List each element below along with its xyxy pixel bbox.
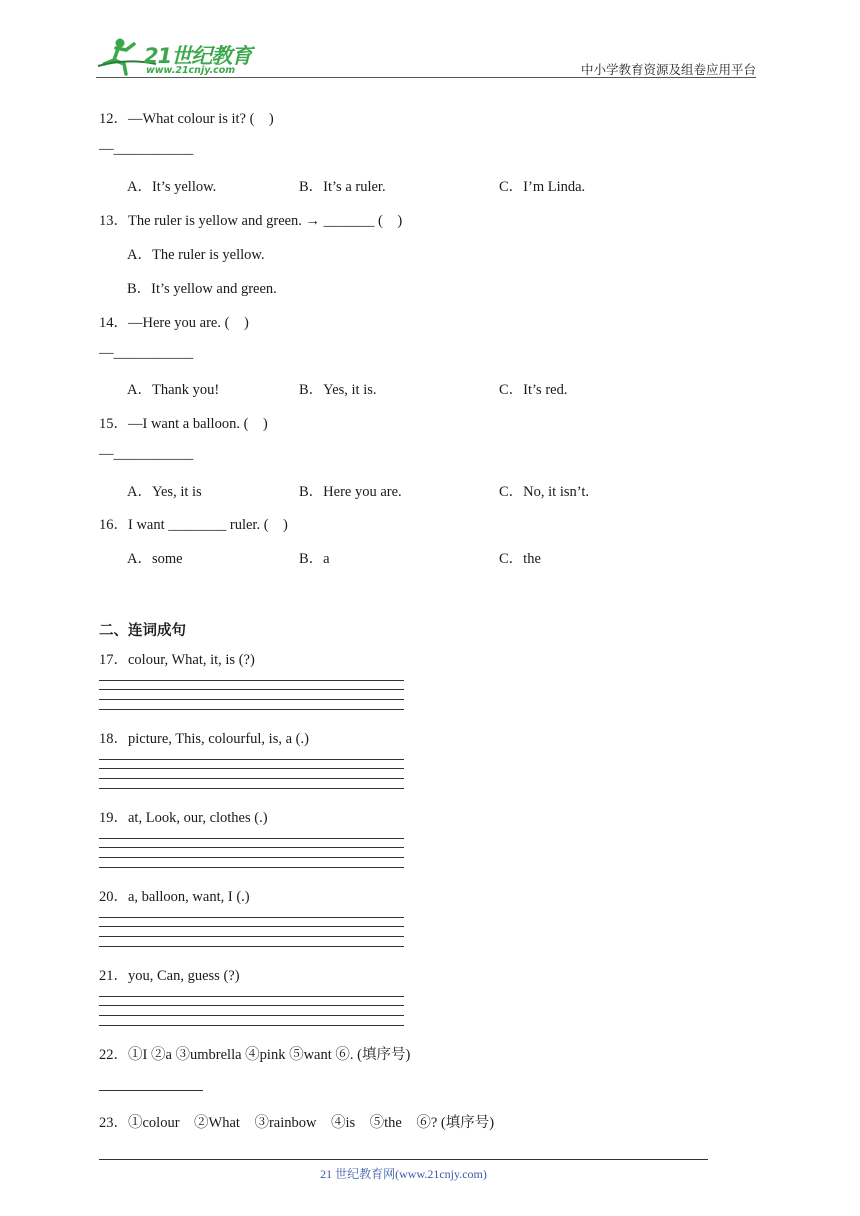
writing-line (99, 759, 404, 760)
option-14c: C．It’s red. (499, 382, 568, 398)
header-divider (96, 77, 756, 78)
writing-line (99, 680, 404, 681)
option-14a: A．Thank you! (127, 382, 220, 398)
question-16: 16．I want ________ ruler. ( ) (99, 517, 288, 533)
writing-line (99, 847, 404, 848)
question-23: 23．①colour ②What ③rainbow ④is ⑤the ⑥? (填序号) (99, 1115, 495, 1131)
writing-line (99, 768, 404, 769)
writing-line (99, 936, 404, 937)
option-12a: A．It’s yellow. (127, 179, 217, 195)
question-13: 13．The ruler is yellow and green. → _______ ( ) (99, 213, 403, 229)
logo-text: 21世纪教育 (144, 44, 252, 68)
answer-blank-12: —___________ (99, 141, 194, 157)
writing-line (99, 857, 404, 858)
logo-url: www.21cnjy.com (146, 65, 236, 76)
option-13a: A．The ruler is yellow. (127, 247, 265, 263)
writing-line (99, 1005, 404, 1006)
question-21: 21．you, Can, guess (?) (99, 968, 240, 984)
question-12: 12．—What colour is it? ( ) (99, 111, 274, 127)
question-17: 17．colour, What, it, is (?) (99, 652, 255, 668)
option-16a: A．some (127, 551, 183, 567)
option-15c: C．No, it isn’t. (499, 484, 589, 500)
option-13b: B．It’s yellow and green. (127, 281, 277, 297)
writing-line (99, 838, 404, 839)
question-18: 18．picture, This, colourful, is, a (.) (99, 731, 309, 747)
writing-line (99, 1015, 404, 1016)
answer-blank-15: —___________ (99, 446, 194, 462)
writing-line (99, 1025, 404, 1026)
writing-line (99, 689, 404, 690)
writing-line (99, 699, 404, 700)
writing-line (99, 867, 404, 868)
option-12b: B．It’s a ruler. (299, 179, 386, 195)
question-22: 22．①I ②a ③umbrella ④pink ⑤want ⑥. (填序号) (99, 1047, 411, 1063)
footer-text: 21 世纪教育网(www.21cnjy.com) (320, 1167, 487, 1181)
writing-line (99, 917, 404, 918)
answer-blank-14: —___________ (99, 345, 194, 361)
logo (96, 34, 256, 78)
writing-line (99, 778, 404, 779)
platform-title: 中小学教育资源及组卷应用平台 (580, 62, 756, 77)
question-14: 14．—Here you are. ( ) (99, 315, 249, 331)
option-15b: B．Here you are. (299, 484, 402, 500)
writing-line (99, 946, 404, 947)
option-16c: C．the (499, 551, 541, 567)
writing-line (99, 788, 404, 789)
option-14b: B．Yes, it is. (299, 382, 377, 398)
option-12c: C．I’m Linda. (499, 179, 586, 195)
question-19: 19．at, Look, our, clothes (.) (99, 810, 268, 826)
section-title: 二、连词成句 (99, 623, 186, 639)
writing-line (99, 926, 404, 927)
question-15: 15．—I want a balloon. ( ) (99, 416, 268, 432)
question-20: 20．a, balloon, want, I (.) (99, 889, 250, 905)
answer-line-22 (99, 1090, 203, 1091)
option-15a: A．Yes, it is (127, 484, 202, 500)
writing-line (99, 709, 404, 710)
footer-divider (99, 1159, 708, 1160)
option-16b: B．a (299, 551, 330, 567)
writing-line (99, 996, 404, 997)
